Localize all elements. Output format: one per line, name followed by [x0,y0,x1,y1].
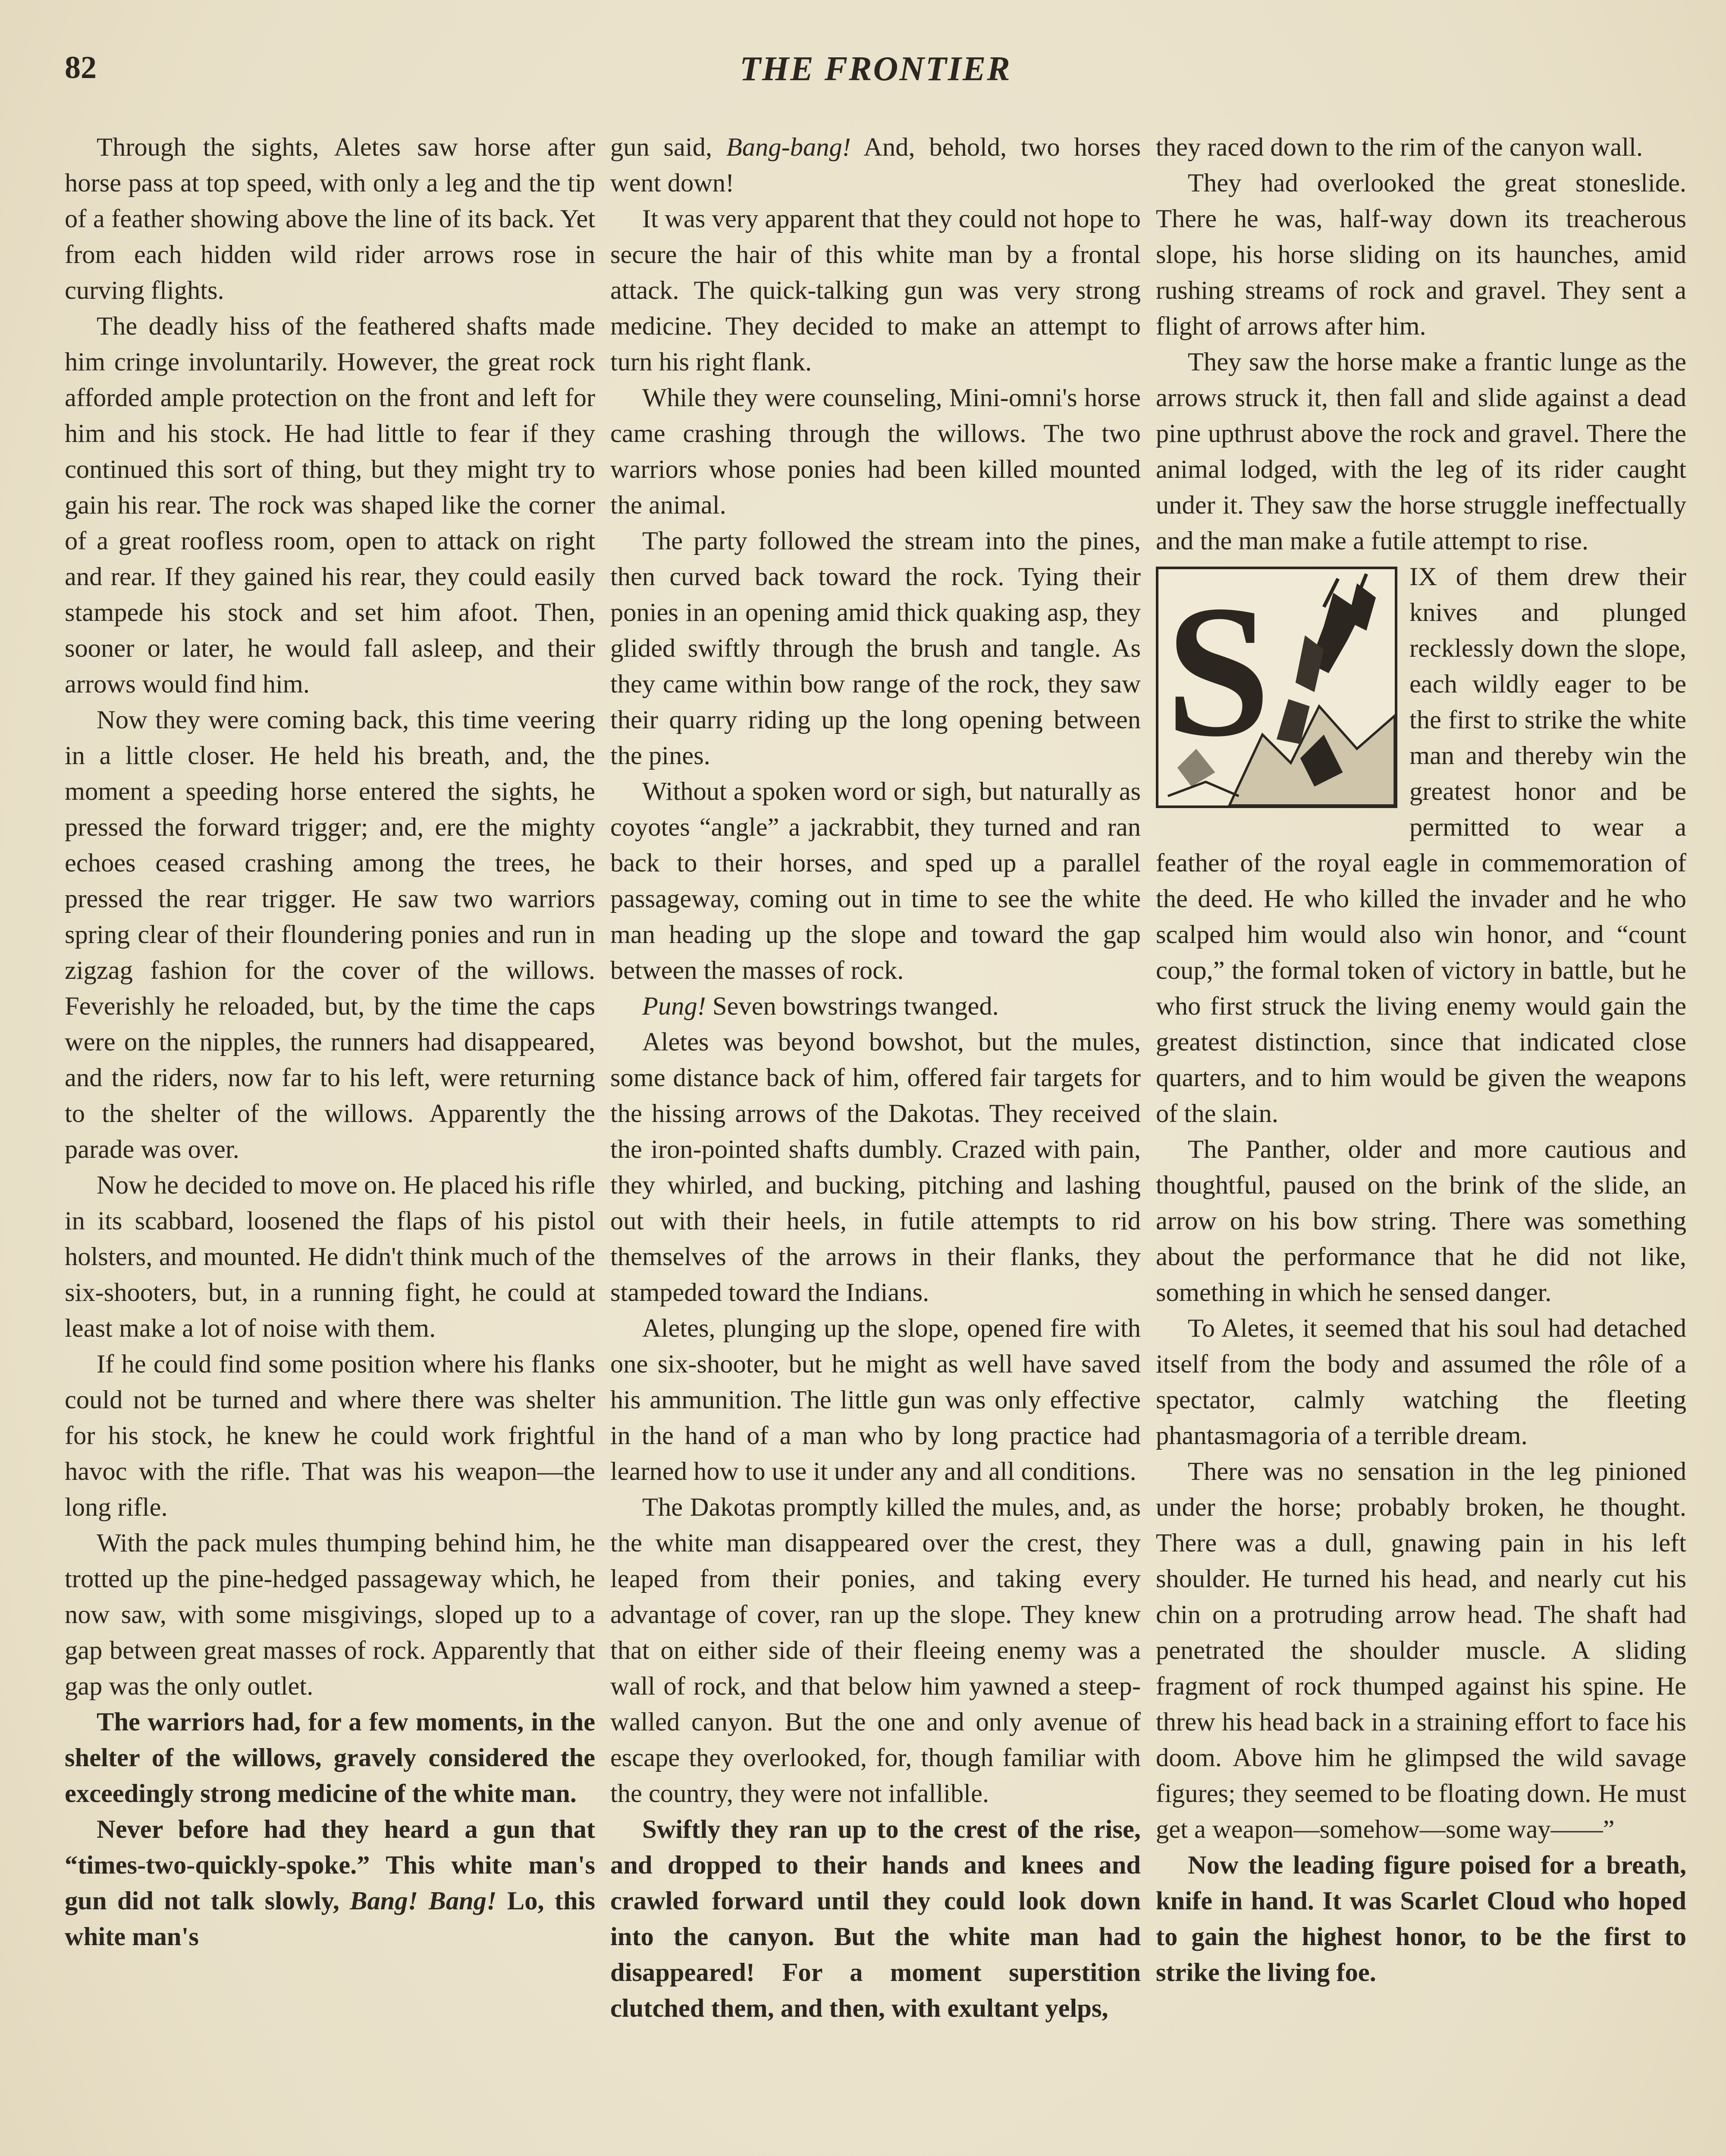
paragraph: The party followed the stream into the pines, then curved back toward the rock. Tying their ponies in an opening amid thick quaking asp, they glided swiftly through the brush and tangle. As they came within bow range of the rock, they saw their quarry riding up the long opening between the pines. [610,526,1141,770]
paragraph: they raced down to the rim of the canyon wall. [1156,133,1643,162]
drop-cap-art [1158,569,1395,805]
paragraph: The deadly hiss of the feathered shafts made him cringe involuntarily. However, the great rock afforded ample protection on the front and left for him and his stock. He had little to fear if they continued this sort of thing, but they might try to gain his rear. The rock was shaped like the corner of a great roofless room, open to attack on right and rear. If they gained his rear, they could easily stampede his stock and set him afoot. Then, sooner or later, he would fall asleep, and their arrows would find him. [65,312,595,699]
text-run: Seven bowstrings twanged. [706,992,999,1021]
article-body [65,129,1686,2156]
italic-text: Bang-bang! [726,133,851,162]
paragraph: The warriors had, for a few moments, in the shelter of the willows, gravely considered the exceedingly strong medicine of the white man. [65,1708,595,1808]
paragraph: They saw the horse make a frantic lunge as the arrows struck it, then fall and slide against a dead pine upthrust above the rock and gravel. There the animal lodged, with the leg of its rider caught under it. They saw the horse struggle ineffectually and the man make a futile attempt to rise. [1156,348,1686,555]
text-run: Never before had they heard a gun that “times-two-quickly-spoke.” This white man's gun did not talk slowly, [65,1815,595,1915]
column-1 [65,129,595,2156]
text-run: IX of them drew their knives and plunged recklessly down the slope, each wildly eager to be the first to strike the white man and thereby win the greatest honor and be permitted to wear a feather of the royal eagle in commemoration of the deed. He who killed the invader and he who scalped him would also win honor, and “count coup,” the formal token of victory in battle, but he who first struck the living enemy would gain the greatest distinction, since that indicated close quarters, and to him would be given the weapons of the slain. [1156,562,1686,1128]
column-2 [610,129,1141,2156]
paragraph: Aletes was beyond bowshot, but the mules, some distance back of him, offered fair targets for the hissing arrows of the Dakotas. They received the iron-pointed shafts dumbly. Crazed with pain, they whirled, and bucking, pitching and lashing out with their heels, in futile attempts to rid themselves of the arrows in their flanks, they stampeded toward the Indians. [610,1028,1141,1307]
paragraph: Now he decided to move on. He placed his rifle in its scabbard, loosened the flaps of his pistol holsters, and mounted. He didn't think much of the six-shooters, but, in a running fight, he could at least make a lot of noise with them. [65,1171,595,1343]
paragraph: While they were counseling, Mini-omni's horse came crashing through the willows. The two warriors whose ponies had been killed mounted the animal. [610,383,1141,520]
page-number: 82 [65,50,97,85]
paragraph: Now they were coming back, this time veering in a little closer. He held his breath, and, the moment a speeding horse entered the sights, he pressed the forward trigger; and, ere the mighty echoes ceased crashing among the trees, he pressed the rear trigger. He saw two warriors spring clear of their floundering ponies and run in zigzag fashion for the cover of the willows. Feverishly he reloaded, but, by the time the caps were on the nipples, the runners had disappeared, and the riders, now far to his left, were returning to the shelter of the willows. Apparently the parade was over. [65,705,595,1164]
text-run: And, behold, two horses went down! [610,133,1141,197]
paragraph: It was very apparent that they could not hope to secure the hair of this white man by a frontal attack. The quick-talking gun was very strong medicine. They decided to make an attempt to turn his right flank. [610,204,1141,376]
paragraph [65,1811,595,1955]
paragraph: Aletes, plunging up the slope, opened fire with one six-shooter, but he might as well have saved his ammunition. The little gun was only effective in the hand of a man who by long practice had learned how to use it under any and all conditions. [610,1314,1141,1486]
page-header [65,52,1686,103]
paragraph: The Panther, older and more cautious and thoughtful, paused on the brink of the slide, an arrow on his bow string. There was something about the performance that he did not like, something in which he sensed danger. [1156,1135,1686,1307]
drop-cap-illustration [1156,567,1397,808]
italic-text: Pung! [642,992,706,1021]
paragraph [610,988,1141,1024]
paragraph [610,129,1141,201]
paragraph: There was no sensation in the leg pinioned under the horse; probably broken, he thought. There was a dull, gnawing pain in his left shoulder. He turned his head, and nearly cut his chin on a protruding arrow head. The shaft had penetrated the shoulder muscle. A sliding fragment of rock thumped against his spine. He threw his head back in a straining effort to face his doom. Above him he glimpsed the wild savage figures; they seemed to be floating down. He must get a weapon—somehow—some way——” [1156,1457,1686,1844]
text-run: gun said, [610,133,726,162]
drop-cap-letter: S [1165,569,1271,776]
paragraph: They had overlooked the great stoneslide. There he was, half-way down its treacherous slope, his horse sliding on its haunches, amid rushing streams of rock and gravel. They sent a flight of arrows after him. [1156,169,1686,341]
paragraph: Through the sights, Aletes saw horse after horse pass at top speed, with only a leg and the tip of a feather showing above the line of its back. Yet from each hidden wild rider arrows rose in curving flights. [65,133,595,305]
paragraph-with-drop-cap [1156,559,1686,1131]
paragraph: Swiftly they ran up to the crest of the rise, and dropped to their hands and knees and crawled forward until they could look down into the canyon. But the white man had disappeared! For a moment superstition clutched them, and then, with exultant yelps, [610,1815,1141,2023]
paragraph: The Dakotas promptly killed the mules, and, as the white man disappeared over the crest, they leaped from their ponies, and taking every advantage of cover, ran up the slope. They knew that on either side of their fleeing enemy was a wall of rock, and that below him yawned a steep-walled canyon. But the one and only avenue of escape they overlooked, for, though familiar with the country, they were not infallible. [610,1493,1141,1808]
paragraph: Without a spoken word or sigh, but naturally as coyotes “angle” a jackrabbit, they turned and ran back to their horses, and sped up a parallel passageway, coming out in time to see the white man heading up the slope and toward the gap between the masses of rock. [610,777,1141,985]
text-run: Lo, this white man's [65,1887,595,1951]
paragraph: Now the leading figure poised for a breath, knife in hand. It was Scarlet Cloud who hoped to gain the highest honor, to be the first to strike the living foe. [1156,1851,1686,1987]
journal-title: THE FRONTIER [740,50,1011,88]
paragraph: To Aletes, it seemed that his soul had detached itself from the body and assumed the rôle of a spectator, calmly watching the fleeting phantasmagoria of a terrible dream. [1156,1314,1686,1450]
paragraph: If he could find some position where his flanks could not be turned and where there was shelter for his stock, he knew he could work frightful havoc with the rifle. That was his weapon—the long rifle. [65,1350,595,1522]
paragraph: With the pack mules thumping behind him, he trotted up the pine-hedged passageway which, he now saw, with some misgivings, sloped up to a gap between great masses of rock. Apparently that gap was the only outlet. [65,1529,595,1701]
column-3 [1156,129,1686,2156]
italic-text: Bang! Bang! [350,1887,497,1915]
